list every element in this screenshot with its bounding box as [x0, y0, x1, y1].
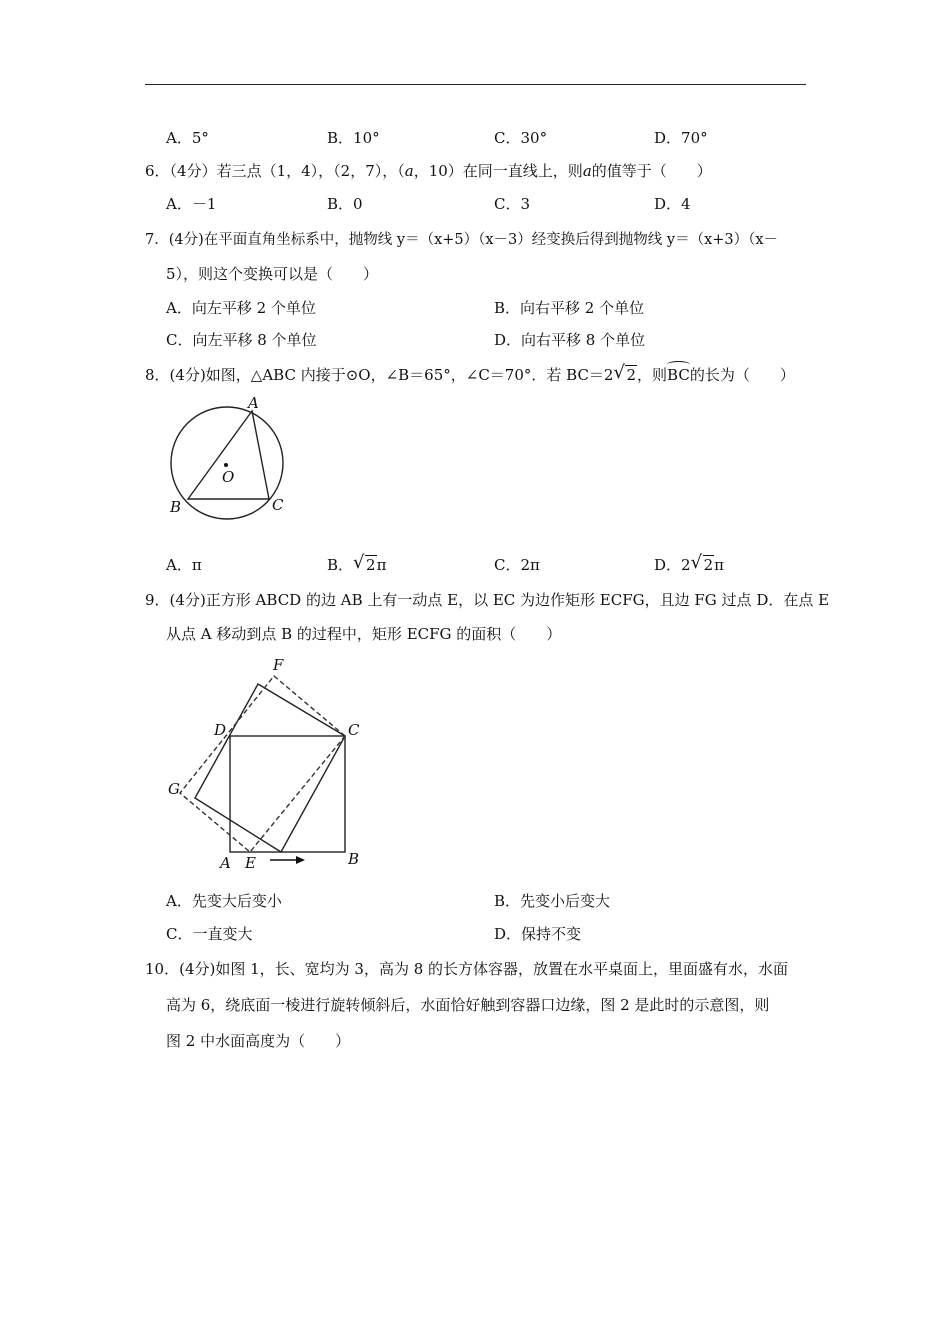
q8-stem-a: 8．(4分)如图，△ABC 内接于⊙O，∠B＝65°，∠C＝70°．若 BC＝2 — [145, 366, 614, 384]
q8-option-b[interactable] — [327, 552, 387, 575]
q7-option-d[interactable]: D．向右平移 8 个单位 — [494, 331, 646, 349]
q9-option-d[interactable]: D．保持不变 — [494, 925, 582, 943]
q5-option-b[interactable]: B．10° — [327, 129, 380, 147]
q8-label-c: C — [272, 496, 284, 514]
q9-label-g: G — [168, 780, 180, 798]
q8-option-d-tail: π — [714, 556, 724, 574]
q7-option-b[interactable]: B．向右平移 2 个单位 — [494, 299, 645, 317]
q5-option-c[interactable]: C．30° — [494, 129, 548, 147]
q10-line3: 图 2 中水面高度为（ ） — [166, 1032, 351, 1050]
q8-label-a: A — [248, 394, 259, 412]
q9-label-d: D — [214, 721, 227, 739]
q9-arrow-head — [296, 856, 305, 864]
q8-sqrt: √ 2 — [613, 362, 637, 384]
q9-rectangle-dashed — [180, 676, 345, 852]
q9-line2: 从点 A 移动到点 B 的过程中，矩形 ECFG 的面积（ ） — [166, 625, 562, 643]
q8-option-d-sqrt: √ 2 — [690, 552, 714, 574]
q8-circle — [171, 407, 283, 519]
q5-option-a[interactable]: A．5° — [166, 129, 209, 147]
q8-label-o: O — [222, 468, 235, 486]
q6-option-d[interactable]: D．4 — [654, 195, 691, 213]
q9-option-a[interactable]: A．先变大后变小 — [166, 892, 282, 910]
q8-option-d[interactable] — [654, 552, 724, 575]
q8-option-d-radicand: 2 — [703, 556, 714, 574]
q8-arc-label: BC — [667, 366, 690, 384]
q8-option-b-label: B． — [327, 556, 354, 574]
q7-line1: 7．(4分)在平面直角坐标系中，抛物线 y＝（x+5）（x－3）经变换后得到抛物线 y＝（x+3）（x－ — [145, 232, 779, 248]
q9-option-c[interactable]: C．一直变大 — [166, 925, 253, 943]
q8-option-d-label: D．2 — [654, 556, 691, 574]
q10-line1: 10．(4分)如图 1，长、宽均为 3，高为 8 的长方体容器，放置在水平桌面上，里面盛有水，水面 — [145, 960, 789, 978]
q8-label-b: B — [170, 498, 182, 516]
q5-option-d[interactable]: D．70° — [654, 129, 708, 147]
q8-stem-b: ，则 — [637, 366, 668, 384]
q7-line2: 5），则这个变换可以是（ ） — [166, 265, 379, 283]
q8-center-dot — [224, 463, 228, 467]
q9-square-abcd — [230, 736, 345, 852]
q6-option-b[interactable]: B．0 — [327, 195, 363, 213]
q9-label-f: F — [273, 656, 284, 674]
q8-radicand: 2 — [626, 366, 637, 384]
q9-option-b[interactable]: B．先变小后变大 — [494, 892, 611, 910]
q9-line1: 9．(4分)正方形 ABCD 的边 AB 上有一动点 E，以 EC 为边作矩形 ECFG，且边 FG 过点 D．在点 E — [145, 591, 830, 609]
q6-var-a: a — [404, 162, 414, 180]
q8-circle-figure — [160, 392, 300, 522]
q6-var-a2: a — [582, 162, 592, 180]
q10-line2: 高为 6，绕底面一棱进行旋转倾斜后，水面恰好触到容器口边缘，图 2 是此时的示意图，则 — [166, 996, 770, 1014]
q9-rectangle-solid — [195, 684, 345, 852]
q8-option-c[interactable]: C．2π — [494, 556, 540, 574]
q6-stem-c: 的值等于（ ） — [591, 162, 712, 180]
q6-stem-b: ，10）在同一直线上，则 — [413, 162, 583, 180]
header-rule — [145, 84, 806, 85]
q6-stem — [145, 161, 712, 181]
q9-label-e: E — [245, 854, 256, 872]
q6-option-a[interactable]: A．－1 — [166, 195, 217, 213]
q9-rectangle-figure — [160, 652, 375, 874]
q8-option-b-tail: π — [376, 556, 387, 574]
q9-label-b: B — [348, 850, 360, 868]
q9-label-c: C — [348, 721, 360, 739]
q7-option-c[interactable]: C．向左平移 8 个单位 — [166, 331, 317, 349]
q6-stem-a: 6．（4分）若三点（1，4），（2，7），（ — [145, 162, 405, 180]
q7-option-a[interactable]: A．向左平移 2 个单位 — [166, 299, 316, 317]
q9-label-a: A — [220, 854, 231, 872]
q8-stem-c: 的长为（ ） — [689, 366, 795, 384]
q8-option-b-radicand: 2 — [366, 556, 376, 574]
q6-option-c[interactable]: C．3 — [494, 195, 531, 213]
q8-option-b-sqrt: √ 2 — [353, 552, 376, 574]
q8-stem — [145, 362, 795, 385]
q8-option-a[interactable]: A．π — [166, 556, 202, 574]
